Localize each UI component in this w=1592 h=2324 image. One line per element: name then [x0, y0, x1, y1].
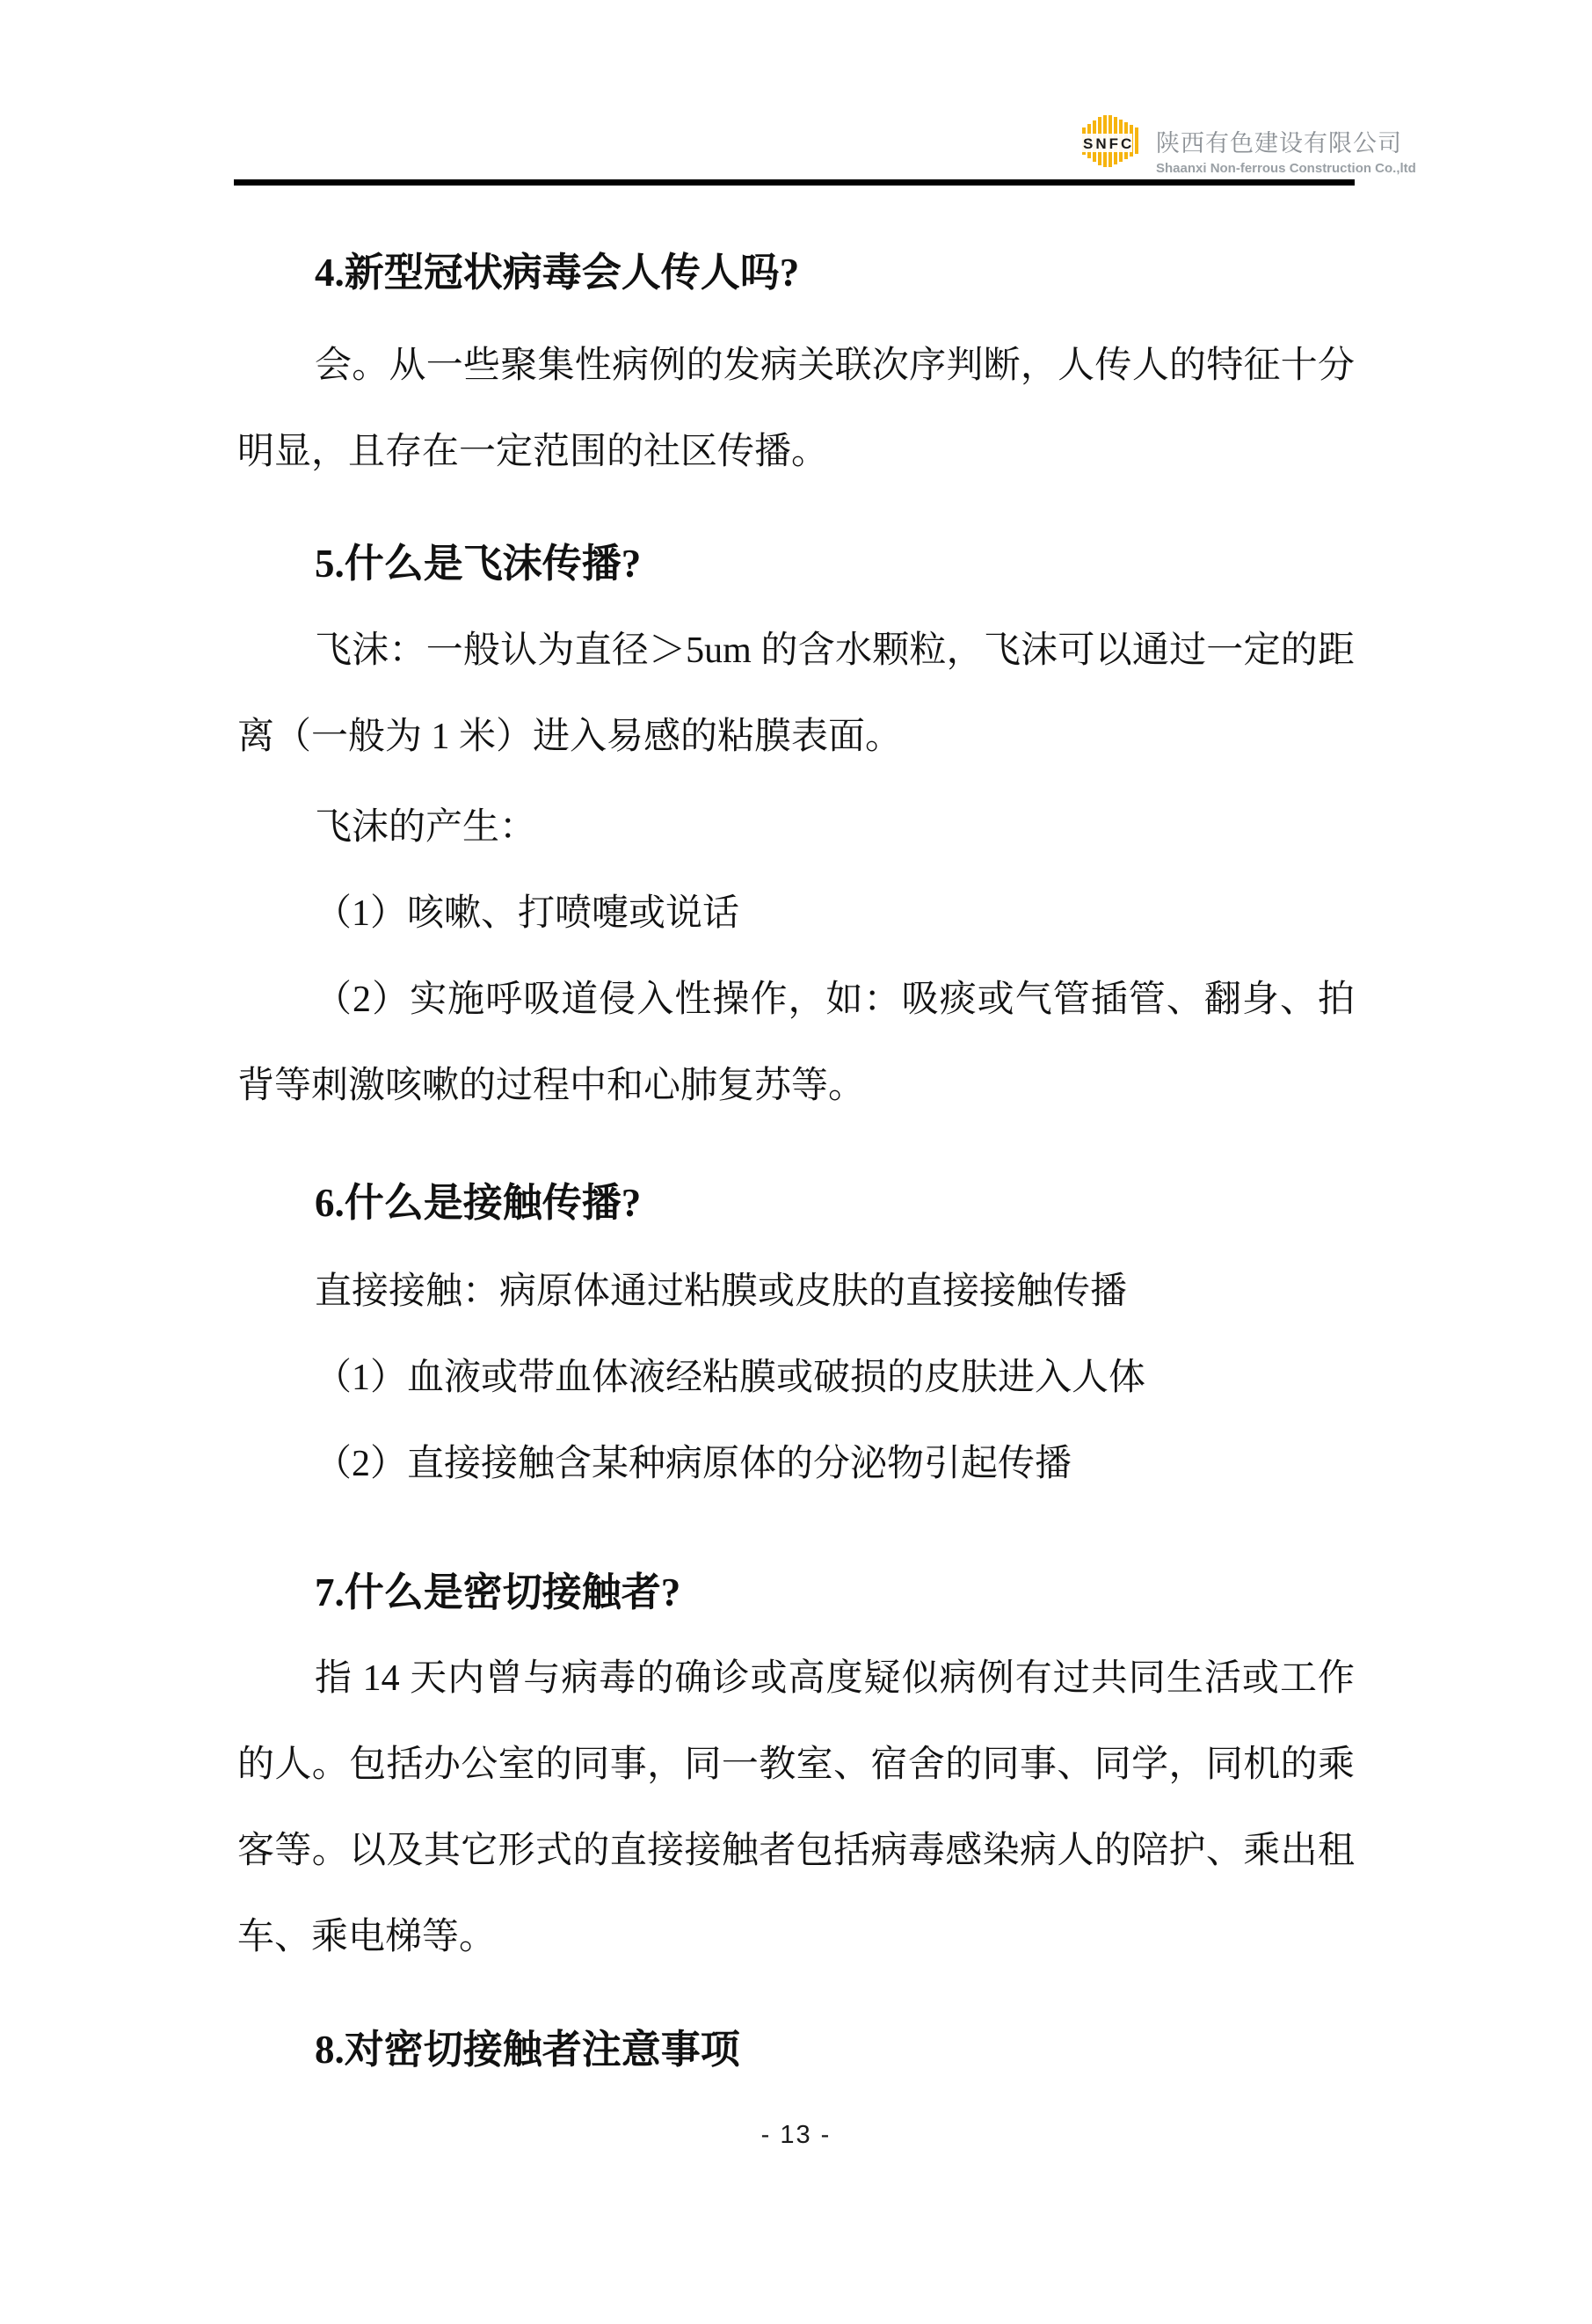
section-4-heading: 4.新型冠状病毒会人传人吗?: [315, 251, 800, 295]
page-number: - 13 -: [760, 2121, 832, 2149]
section-6-paragraph-3: （2）直接接触含某种病原体的分泌物引起传播: [315, 1444, 1072, 1484]
section-5-heading: 5.什么是飞沫传播?: [315, 542, 642, 586]
section-5-paragraph-2: 飞沫的产生：: [315, 807, 537, 848]
section-5-paragraph-3: （1）咳嗽、打喷嚏或说话: [315, 893, 740, 934]
document-content: [237, 186, 1355, 2093]
section-6-paragraph-1: 直接接触：病原体通过粘膜或皮肤的直接接触传播: [315, 1271, 1128, 1312]
section-7-heading: 7.什么是密切接触者?: [315, 1570, 681, 1614]
section-5-paragraph-1: 飞沫：一般认为直径＞5um 的含水颗粒，飞沫可以通过一定的距离（一般为 1 米）进入易感的粘膜表面。: [237, 630, 1355, 757]
header-divider-rule: [234, 179, 1355, 186]
company-name-en: Shaanxi Non-ferrous Construction Co.,ltd: [1156, 161, 1416, 177]
company-name-zh: 陕西有色建设有限公司: [1156, 130, 1402, 157]
section-5-paragraph-4: （2）实施呼吸道侵入性操作，如：吸痰或气管插管、翻身、拍背等刺激咳嗽的过程中和心肺复苏等。: [237, 980, 1355, 1106]
section-4-paragraph-1: 会。从一些聚集性病例的发病关联次序判断，人传人的特征十分明显，且存在一定范围的社区传播。: [237, 346, 1355, 472]
section-7-paragraph-1: 指 14 天内曾与病毒的确诊或高度疑似病例有过共同生活或工作的人。包括办公室的同事，同一教室、宿舍的同事、同学，同机的乘客等。以及其它形式的直接接触者包括病毒感染病人的陪护、乘出租车、乘电梯等。: [237, 1658, 1355, 1957]
section-6-heading: 6.什么是接触传播?: [315, 1181, 642, 1225]
section-6-paragraph-2: （1）血液或带血体液经粘膜或破损的皮肤进入人体: [315, 1358, 1146, 1398]
section-8-heading: 8.对密切接触者注意事项: [315, 2028, 740, 2072]
snfc-bars-icon: [1082, 115, 1142, 170]
company-logo: [1082, 115, 1416, 175]
snfc-abbr-text: SNFC: [1083, 135, 1135, 152]
company-name-block: [1156, 115, 1416, 175]
